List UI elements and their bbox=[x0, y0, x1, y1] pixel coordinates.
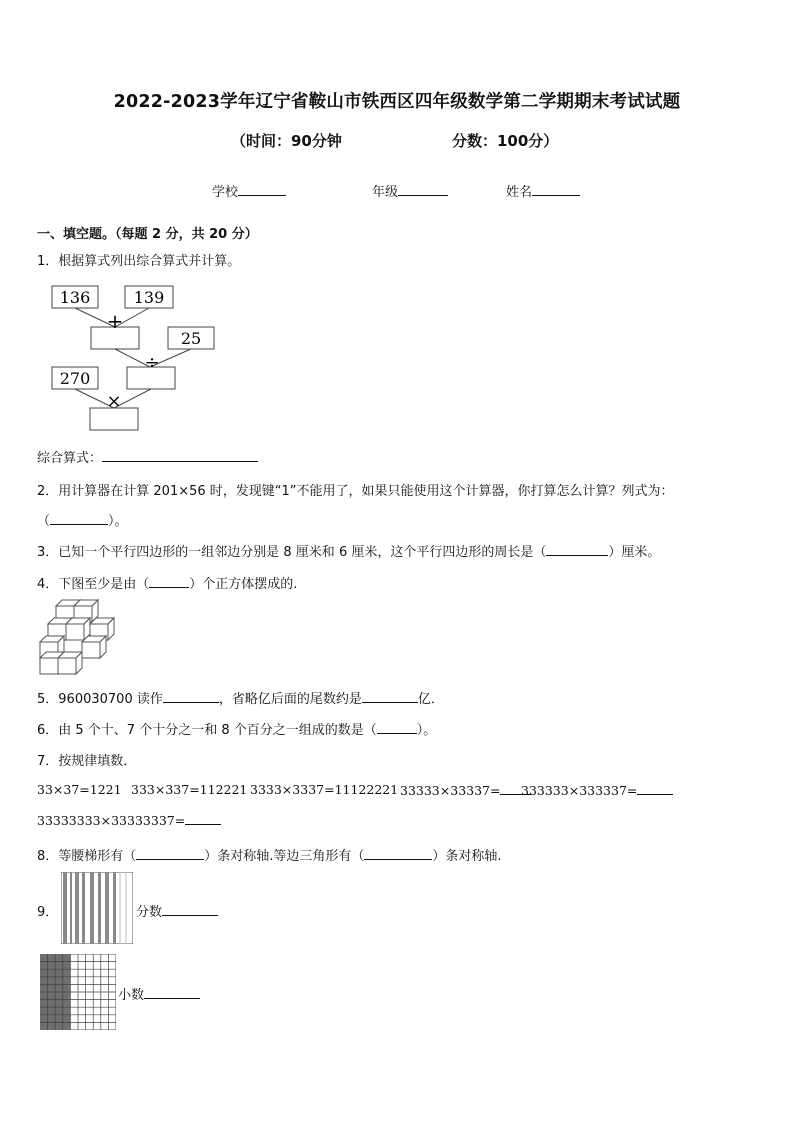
question-3-suffix: ）厘米。 bbox=[608, 545, 661, 560]
decimal-field bbox=[118, 984, 200, 1003]
question-4 bbox=[37, 573, 297, 592]
question-8-blank-1[interactable] bbox=[136, 847, 204, 860]
cubes-figure bbox=[38, 598, 120, 676]
school-field bbox=[212, 181, 286, 200]
decimal-grid-figure bbox=[40, 954, 116, 1030]
page-title: 2022-2023学年辽宁省鞍山市铁西区四年级数学第二学期期末考试试题 bbox=[113, 92, 681, 112]
sequence-3: 3333×3337=11122221 bbox=[250, 782, 399, 797]
sequence-4: 33333×33337= bbox=[400, 782, 532, 798]
question-2-blank[interactable] bbox=[50, 512, 108, 525]
question-3-text: 3．已知一个平行四边形的一组邻边分别是 8 厘米和 6 厘米，这个平行四边形的周长是（ bbox=[37, 545, 547, 560]
school-blank[interactable] bbox=[238, 183, 286, 196]
question-3 bbox=[37, 541, 660, 560]
fraction-field bbox=[136, 901, 218, 920]
fraction-blank[interactable] bbox=[162, 903, 218, 916]
grade-blank[interactable] bbox=[398, 183, 448, 196]
plus-sign: + bbox=[106, 309, 124, 333]
question-4-text: 4．下图至少是由（ bbox=[37, 577, 150, 592]
sequence-5: 333333×333337= bbox=[521, 782, 673, 798]
sequence-6: 33333333×33333337= bbox=[37, 812, 221, 828]
question-5-text: 5．960030700 读作 bbox=[37, 692, 163, 707]
answer-label: 综合算式： bbox=[37, 451, 103, 466]
question-6-text: 6．由 5 个十、7 个十分之一和 8 个百分之一组成的数是（ bbox=[37, 723, 377, 738]
question-5-blank-1[interactable] bbox=[163, 690, 219, 703]
question-8-blank-2[interactable] bbox=[364, 847, 432, 860]
sequence-2: 333×337=112221 bbox=[131, 782, 248, 797]
exam-score: 分数：100分） bbox=[452, 132, 559, 150]
sequence-5-blank[interactable] bbox=[637, 782, 673, 795]
close-paren: ）。 bbox=[108, 514, 128, 529]
question-5 bbox=[37, 688, 444, 707]
question-3-blank[interactable] bbox=[546, 543, 608, 556]
question-8 bbox=[37, 845, 502, 864]
decimal-label: 小数 bbox=[118, 988, 145, 1003]
exam-time: （时间：90分钟 bbox=[231, 132, 342, 150]
open-paren: （ bbox=[37, 514, 51, 529]
question-5-suffix: 亿． bbox=[417, 692, 444, 707]
question-4-suffix: ）个正方体摆成的. bbox=[189, 577, 298, 592]
calculation-flow-diagram bbox=[38, 282, 228, 434]
question-2-text: 2．用计算器在计算 201×56 时，发现键“1”不能用了，如果只能使用这个计算器，你打算怎么计算？列式为： bbox=[37, 484, 674, 499]
sequence-6-blank[interactable] bbox=[185, 812, 221, 825]
name-label: 姓名 bbox=[506, 185, 533, 200]
question-6-blank[interactable] bbox=[377, 721, 417, 734]
fraction-stripes-figure bbox=[61, 872, 133, 944]
question-5-middle: ，省略亿后面的尾数约是 bbox=[218, 692, 362, 707]
number-25: 25 bbox=[180, 329, 202, 348]
cube bbox=[58, 652, 82, 674]
name-field bbox=[506, 181, 580, 200]
section-title: 一、填空题。（每题 2 分，共 20 分） bbox=[37, 227, 258, 242]
question-6-suffix: ）。 bbox=[416, 723, 437, 738]
question-8-middle: ）条对称轴.等边三角形有（ bbox=[204, 849, 365, 864]
cube bbox=[82, 636, 106, 658]
question-8-text: 8．等腰梯形有（ bbox=[37, 849, 137, 864]
number-136: 136 bbox=[59, 288, 91, 307]
cube bbox=[66, 618, 90, 640]
question-7-text: 7．按规律填数． bbox=[37, 754, 137, 769]
decimal-blank[interactable] bbox=[144, 986, 200, 999]
question-5-blank-2[interactable] bbox=[362, 690, 418, 703]
grade-label: 年级 bbox=[372, 185, 399, 200]
question-4-blank[interactable] bbox=[149, 575, 189, 588]
times-sign: × bbox=[106, 391, 122, 412]
question-9-number: 9． bbox=[37, 905, 59, 920]
question-2-answer bbox=[37, 510, 128, 529]
grade-field bbox=[372, 181, 448, 200]
name-blank[interactable] bbox=[532, 183, 580, 196]
school-label: 学校 bbox=[212, 185, 239, 200]
fraction-label: 分数 bbox=[136, 905, 163, 920]
sequence-1: 33×37=1221 bbox=[37, 782, 122, 797]
question-1-answer bbox=[37, 447, 258, 466]
question-6 bbox=[37, 719, 436, 738]
question-8-suffix: ）条对称轴. bbox=[432, 849, 502, 864]
answer-blank[interactable] bbox=[102, 449, 258, 462]
divide-sign: ÷ bbox=[144, 352, 160, 373]
question-1-text: 1．根据算式列出综合算式并计算。 bbox=[37, 254, 241, 269]
number-270: 270 bbox=[59, 369, 91, 388]
number-139: 139 bbox=[133, 288, 165, 307]
